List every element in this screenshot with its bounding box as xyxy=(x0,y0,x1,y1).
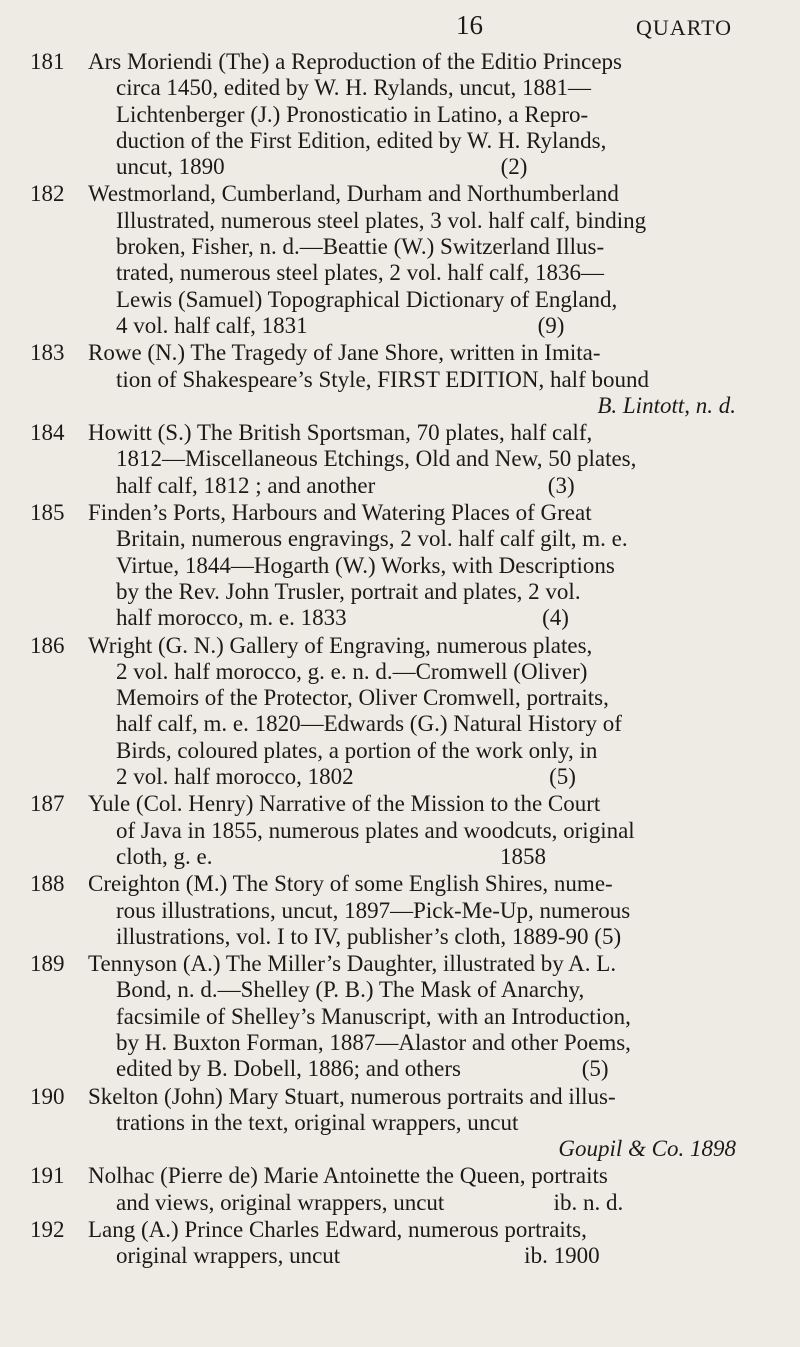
lot-description xyxy=(88,1217,736,1270)
description-line: original wrappers, uncut ib. 1900 xyxy=(116,1243,600,1269)
lot-entry xyxy=(0,1217,800,1270)
lot-entry xyxy=(0,420,800,499)
description-line: circa 1450, edited by W. H. Rylands, uncut, 1881— xyxy=(116,75,591,101)
description-line: Bond, n. d.—Shelley (P. B.) The Mask of Anarchy, xyxy=(116,977,585,1003)
lot-description xyxy=(88,1084,736,1163)
description-line: half calf, m. e. 1820—Edwards (G.) Natural History of xyxy=(116,711,622,737)
lot-description xyxy=(88,633,736,791)
lot-number: 192 xyxy=(30,1217,65,1243)
description-line: half calf, 1812 ; and another (3) xyxy=(116,472,575,498)
lot-description xyxy=(88,951,736,1082)
lot-entry xyxy=(0,49,800,180)
description-line: facsimile of Shelley’s Manuscript, with an Introduction, xyxy=(116,1003,631,1029)
description-line: trated, numerous steel plates, 2 vol. half calf, 1836— xyxy=(116,260,604,286)
description-line: edited by B. Dobell, 1886; and others (5) xyxy=(116,1056,609,1082)
lot-number: 188 xyxy=(30,871,65,897)
description-line: Howitt (S.) The British Sportsman, 70 plates, half calf, xyxy=(88,420,593,446)
description-line: Lichtenberger (J.) Pronosticatio in Latino, a Repro- xyxy=(116,101,589,127)
description-line: B. Lintott, n. d. xyxy=(597,392,736,418)
description-line: Creighton (M.) The Story of some English Shires, nume- xyxy=(88,871,613,897)
description-line: trations in the text, original wrappers, uncut xyxy=(116,1109,519,1135)
lot-entry xyxy=(0,871,800,950)
description-line: uncut, 1890 (2) xyxy=(116,154,528,180)
running-head: QUARTO xyxy=(636,15,732,40)
description-line: Lewis (Samuel) Topographical Dictionary of England, xyxy=(116,286,618,312)
description-line: tion of Shakespeare’s Style, FIRST EDITION, half bound xyxy=(116,366,649,392)
description-line: Illustrated, numerous steel plates, 3 vol. half calf, binding xyxy=(116,207,647,233)
description-line: Yule (Col. Henry) Narrative of the Mission to the Court xyxy=(88,791,601,817)
description-line: duction of the First Edition, edited by W. H. Rylands, xyxy=(116,127,607,153)
description-line: Virtue, 1844—Hogarth (W.) Works, with Descriptions xyxy=(116,552,615,578)
lot-description xyxy=(88,49,736,180)
lot-entry xyxy=(0,1163,800,1216)
lot-number: 187 xyxy=(30,791,65,817)
description-line: Nolhac (Pierre de) Marie Antoinette the Queen, portraits xyxy=(88,1163,608,1189)
lot-entry xyxy=(0,181,800,339)
lot-entry xyxy=(0,500,800,631)
lot-entry xyxy=(0,1084,800,1163)
description-line: half morocco, m. e. 1833 (4) xyxy=(116,605,569,631)
lot-number: 190 xyxy=(30,1083,65,1109)
description-line: 1812—Miscellaneous Etchings, Old and New, 50 plates, xyxy=(116,446,637,472)
description-line: illustrations, vol. I to IV, publisher’s cloth, 1889-90 (5) xyxy=(116,923,622,949)
lot-number: 182 xyxy=(30,181,65,207)
description-line: and views, original wrappers, uncut ib. n. d. xyxy=(116,1189,624,1215)
description-line: Finden’s Ports, Harbours and Watering Places of Great xyxy=(88,500,592,526)
lot-description xyxy=(88,1163,736,1216)
lot-description xyxy=(88,420,736,499)
lot-number: 183 xyxy=(30,340,65,366)
lot-description xyxy=(88,500,736,631)
page-number: 16 xyxy=(456,10,483,40)
lot-number: 185 xyxy=(30,500,65,526)
description-line: by H. Buxton Forman, 1887—Alastor and other Poems, xyxy=(116,1029,631,1055)
lot-description xyxy=(88,791,736,870)
description-line: cloth, g. e. 1858 xyxy=(116,843,546,869)
description-line: Wright (G. N.) Gallery of Engraving, numerous plates, xyxy=(88,632,593,658)
description-line: Rowe (N.) The Tragedy of Jane Shore, written in Imita- xyxy=(88,340,601,366)
lot-number: 191 xyxy=(30,1163,65,1189)
description-line: Skelton (John) Mary Stuart, numerous portraits and illus- xyxy=(88,1083,616,1109)
description-line: Lang (A.) Prince Charles Edward, numerous portraits, xyxy=(88,1217,587,1243)
lot-entry xyxy=(0,340,800,419)
description-line: Goupil & Co. 1898 xyxy=(558,1136,736,1162)
lot-description xyxy=(88,871,736,950)
description-line: Ars Moriendi (The) a Reproduction of the Editio Princeps xyxy=(88,49,622,74)
description-line: Memoirs of the Protector, Oliver Cromwell, portraits, xyxy=(116,685,609,711)
lot-description xyxy=(88,181,736,339)
lot-number: 181 xyxy=(30,49,65,74)
description-line: broken, Fisher, n. d.—Beattie (W.) Switzerland Illus- xyxy=(116,234,605,260)
description-line: Tennyson (A.) The Miller’s Daughter, illustrated by A. L. xyxy=(88,951,617,977)
description-line: by the Rev. John Trusler, portrait and plates, 2 vol. xyxy=(116,578,581,604)
lot-entry xyxy=(0,791,800,870)
description-line: rous illustrations, uncut, 1897—Pick-Me-Up, numerous xyxy=(116,897,631,923)
description-line: of Java in 1855, numerous plates and woodcuts, original xyxy=(116,817,635,843)
page-header xyxy=(0,10,800,50)
lot-number: 184 xyxy=(30,420,65,446)
lot-list xyxy=(0,49,800,1271)
description-line: Birds, coloured plates, a portion of the work only, in xyxy=(116,737,598,763)
description-line: 2 vol. half morocco, 1802 (5) xyxy=(116,764,576,790)
lot-entry xyxy=(0,951,800,1082)
description-line: Westmorland, Cumberland, Durham and Northumberland xyxy=(88,181,619,207)
lot-number: 186 xyxy=(30,632,65,658)
lot-number: 189 xyxy=(30,951,65,977)
lot-description xyxy=(88,340,736,419)
description-line: Britain, numerous engravings, 2 vol. half calf gilt, m. e. xyxy=(116,526,628,552)
description-line: 4 vol. half calf, 1831 (9) xyxy=(116,312,565,338)
lot-entry xyxy=(0,633,800,791)
description-line: 2 vol. half morocco, g. e. n. d.—Cromwell (Oliver) xyxy=(116,658,588,684)
